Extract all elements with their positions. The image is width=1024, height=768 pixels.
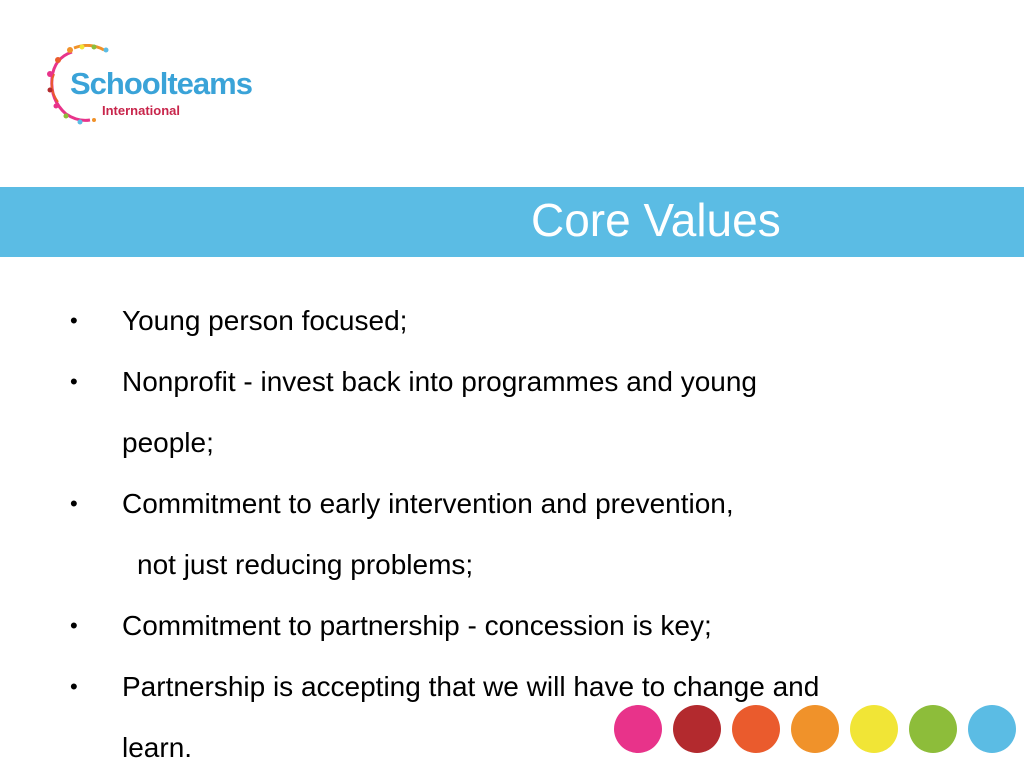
bullet-marker: • bbox=[70, 613, 78, 638]
bullet-marker: • bbox=[70, 308, 78, 333]
bullet-1-line-1: Young person focused; bbox=[122, 305, 408, 336]
decorative-dot-4 bbox=[791, 705, 839, 753]
decorative-dot-7 bbox=[968, 705, 1016, 753]
logo-subtitle: International bbox=[102, 103, 181, 118]
bullet-marker: • bbox=[70, 369, 78, 394]
decorative-dot-5 bbox=[850, 705, 898, 753]
bullet-2-line-1: Nonprofit - invest back into programmes and young bbox=[122, 366, 757, 397]
decorative-dot-6 bbox=[909, 705, 957, 753]
slide-title: Core Values bbox=[531, 194, 781, 246]
decorative-dots bbox=[614, 705, 1024, 755]
bullet-3-line-1: Commitment to early intervention and prevention, bbox=[122, 488, 734, 519]
bullet-3-line-2: not just reducing problems; bbox=[137, 549, 474, 580]
logo-wordmark: Schoolteams bbox=[70, 66, 252, 101]
bullet-5-line-2: learn. bbox=[122, 732, 193, 763]
decorative-dot-3 bbox=[732, 705, 780, 753]
bullet-2-line-2: people; bbox=[122, 427, 214, 458]
decorative-dot-1 bbox=[614, 705, 662, 753]
bullet-4-line-1: Commitment to partnership - concession is key; bbox=[122, 610, 712, 641]
bullet-marker: • bbox=[70, 491, 78, 516]
bullet-marker: • bbox=[70, 674, 78, 699]
bullet-5-line-1: Partnership is accepting that we will have to change and bbox=[122, 671, 820, 702]
decorative-dot-2 bbox=[673, 705, 721, 753]
